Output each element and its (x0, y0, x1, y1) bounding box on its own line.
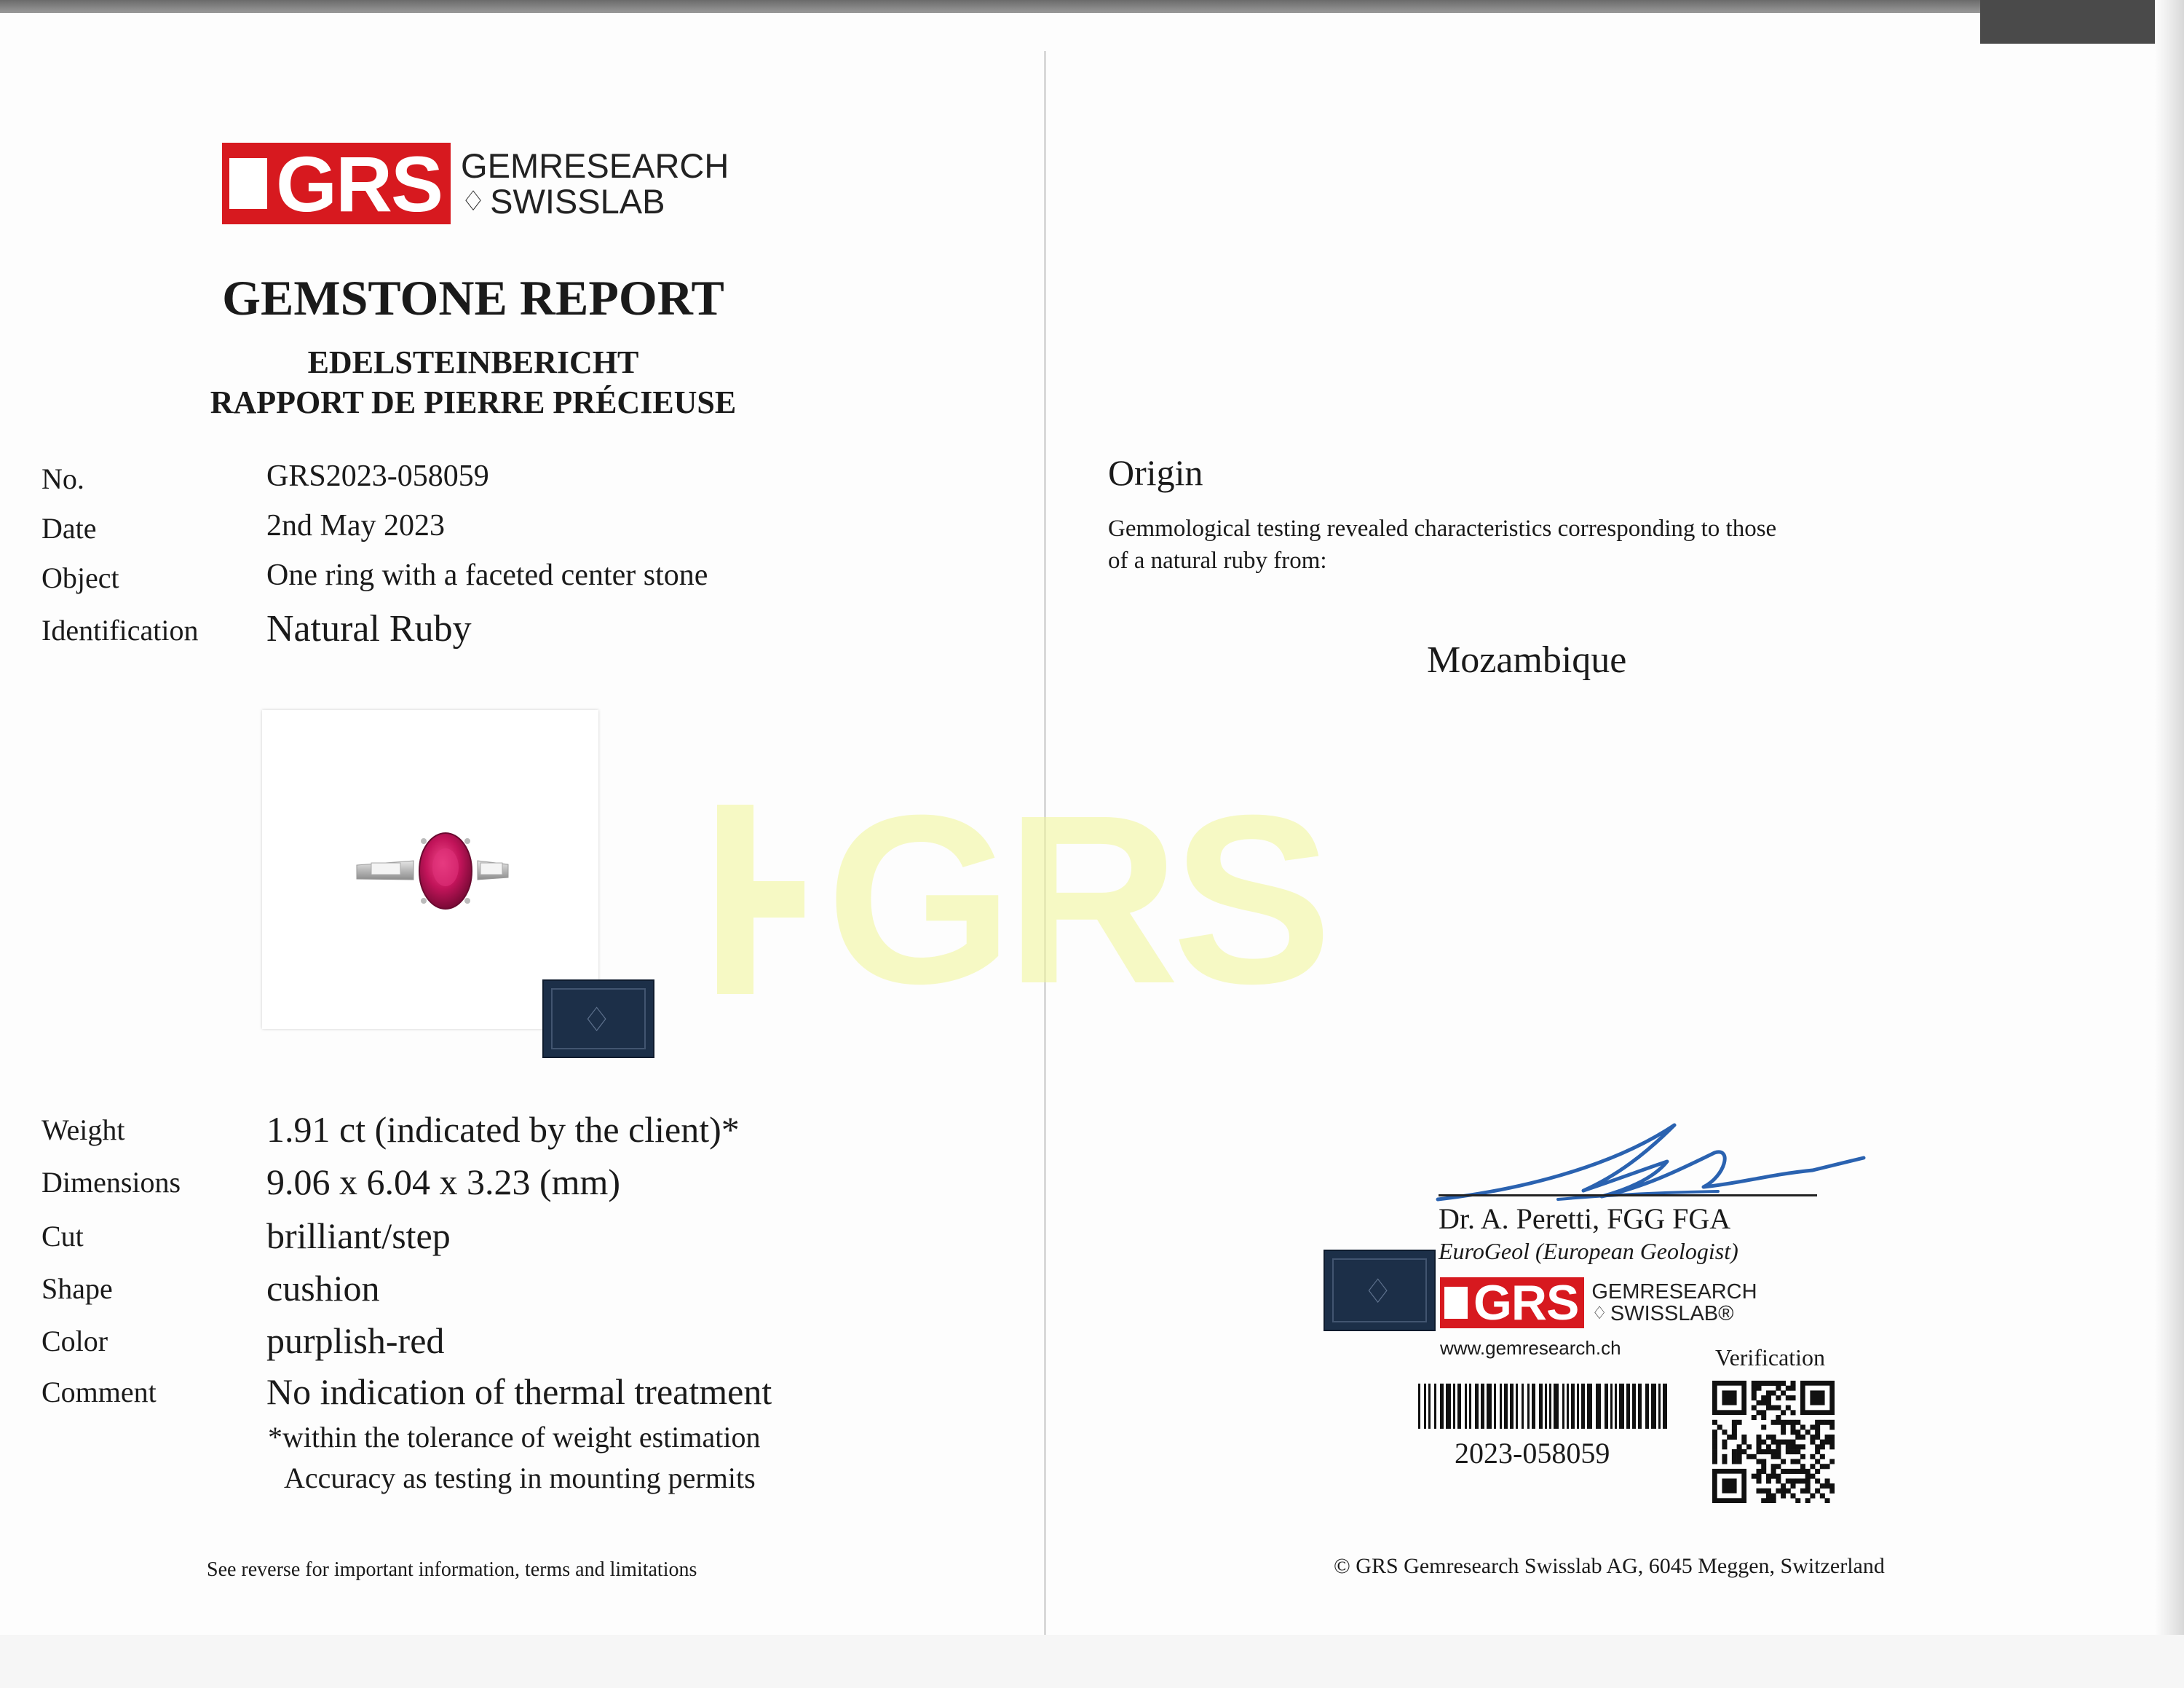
signature-seal-sticker (1324, 1250, 1436, 1331)
origin-country: Mozambique (1427, 639, 1627, 681)
field-label-date: Date (41, 512, 97, 545)
verification-qr-code[interactable] (1712, 1381, 1835, 1503)
grs-logo-small (1440, 1277, 1757, 1328)
barcode (1418, 1384, 1667, 1429)
diamond-icon: ♢ (1591, 1304, 1607, 1323)
footer-reverse-note: See reverse for important information, terms and limitations (207, 1558, 697, 1581)
photo-seal-sticker (542, 979, 654, 1058)
note-weight-tolerance: *within the tolerance of weight estimation (268, 1421, 761, 1454)
detail-value-comment: No indication of thermal treatment (266, 1371, 772, 1412)
diamond-icon: ♢ (461, 186, 486, 217)
grs-logo-mark: GRS (222, 143, 451, 224)
report-subtitle-fr: RAPPORT DE PIERRE PRÉCIEUSE (210, 384, 737, 420)
signer-title: EuroGeol (European Geologist) (1439, 1238, 1738, 1264)
detail-value-weight: 1.91 ct (indicated by the client)* (266, 1109, 740, 1150)
scan-corner-shadow (1980, 0, 2184, 44)
website-link[interactable]: www.gemresearch.ch (1440, 1337, 1621, 1359)
detail-label-comment: Comment (41, 1376, 157, 1408)
field-label-identification: Identification (41, 614, 199, 647)
field-value-date: 2nd May 2023 (266, 509, 445, 543)
detail-label-color: Color (41, 1325, 108, 1357)
origin-heading: Origin (1108, 452, 1203, 493)
grs-logo-small-text: GEMRESEARCH ♢ SWISSLAB® (1591, 1279, 1757, 1325)
grs-logo-small-mark: GRS (1440, 1277, 1584, 1328)
signature-line (1439, 1194, 1817, 1196)
field-label-object: Object (41, 561, 119, 594)
detail-label-shape: Shape (41, 1272, 113, 1305)
diamond-icon: ♢ (582, 1001, 612, 1038)
footer-copyright: © GRS Gemresearch Swisslab AG, 6045 Meggen, Switzerland (1334, 1554, 1885, 1578)
note-accuracy: Accuracy as testing in mounting permits (284, 1462, 756, 1494)
scan-top-edge (0, 0, 2184, 13)
detail-label-dimensions: Dimensions (41, 1166, 181, 1199)
detail-label-cut: Cut (41, 1220, 84, 1253)
detail-value-shape: cushion (266, 1268, 380, 1309)
report-title: GEMSTONE REPORT (222, 270, 724, 326)
field-value-no: GRS2023-058059 (266, 460, 489, 493)
detail-value-cut: brilliant/step (266, 1215, 451, 1256)
scan-bottom-edge (0, 1635, 2184, 1688)
grs-logo (222, 139, 729, 228)
field-label-no: No. (41, 462, 84, 495)
signature (1427, 1118, 1871, 1212)
diamond-icon: ♢ (1363, 1273, 1393, 1310)
detail-value-dimensions: 9.06 x 6.04 x 3.23 (mm) (266, 1162, 621, 1202)
verification-label: Verification (1715, 1344, 1826, 1370)
origin-text-line1: Gemmological testing revealed characteristics corresponding to those (1108, 516, 1777, 542)
grs-watermark: GRS (717, 779, 1325, 1019)
detail-label-weight: Weight (41, 1113, 125, 1146)
detail-value-color: purplish-red (266, 1320, 445, 1361)
field-value-object: One ring with a faceted center stone (266, 559, 708, 592)
field-value-identification: Natural Ruby (266, 608, 472, 650)
scan-right-edge (2155, 0, 2184, 1688)
report-subtitle-de: EDELSTEINBERICHT (307, 344, 639, 380)
barcode-number: 2023-058059 (1455, 1437, 1610, 1470)
signer-name: Dr. A. Peretti, FGG FGA (1439, 1202, 1731, 1235)
grs-logo-text: GEMRESEARCH ♢ SWISSLAB (461, 146, 729, 221)
origin-text-line2: of a natural ruby from: (1108, 548, 1327, 574)
